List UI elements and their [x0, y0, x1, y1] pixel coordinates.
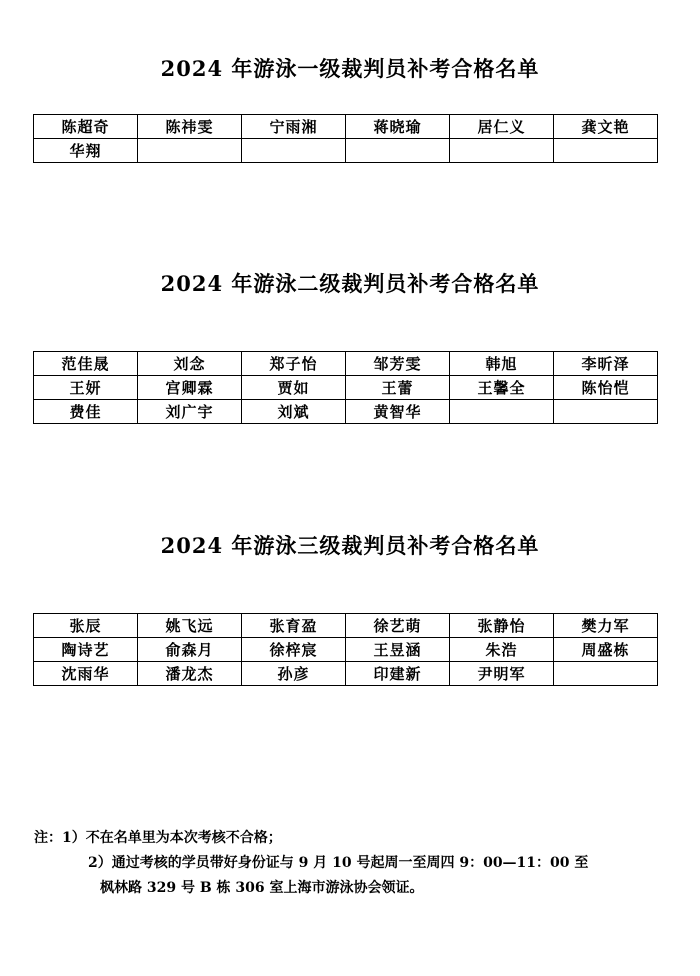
- name-cell: 张辰: [34, 614, 138, 638]
- name-cell: 王昱涵: [346, 638, 450, 662]
- name-cell: 贾如: [242, 376, 346, 400]
- name-cell: 宫卿霖: [138, 376, 242, 400]
- name-cell: [554, 400, 658, 424]
- name-cell: 王蕾: [346, 376, 450, 400]
- table-row: [34, 638, 658, 662]
- note-line-2: 2）通过考核的学员带好身份证与 9 月 10 号起周一至周四 9：00—11：00 至: [88, 855, 589, 871]
- name-cell: [138, 139, 242, 163]
- name-cell: 潘龙杰: [138, 662, 242, 686]
- name-cell: 陈怡恺: [554, 376, 658, 400]
- name-cell: [554, 662, 658, 686]
- name-cell: 宁雨湘: [242, 115, 346, 139]
- table-row: [34, 352, 658, 376]
- name-cell: 樊力军: [554, 614, 658, 638]
- name-cell: 徐梓宸: [242, 638, 346, 662]
- name-cell: 刘念: [138, 352, 242, 376]
- name-cell: 尹明军: [450, 662, 554, 686]
- name-cell: 邹芳雯: [346, 352, 450, 376]
- name-cell: [346, 139, 450, 163]
- table-row: [34, 614, 658, 638]
- name-cell: 韩旭: [450, 352, 554, 376]
- name-cell: [450, 139, 554, 163]
- table-row: [34, 376, 658, 400]
- name-cell: 刘斌: [242, 400, 346, 424]
- name-cell: 李昕泽: [554, 352, 658, 376]
- section-2-title: 2024 年游泳二级裁判员补考合格名单: [160, 271, 540, 296]
- table-row: [34, 139, 658, 163]
- section-1-table: [33, 114, 658, 163]
- name-cell: 朱浩: [450, 638, 554, 662]
- name-cell: 姚飞远: [138, 614, 242, 638]
- name-cell: [450, 400, 554, 424]
- name-cell: 华翔: [34, 139, 138, 163]
- name-cell: [554, 139, 658, 163]
- note-line-1: 注：1）不在名单里为本次考核不合格；: [34, 830, 282, 846]
- section-2-table: [33, 351, 658, 424]
- name-cell: 郑子怡: [242, 352, 346, 376]
- name-cell: 居仁义: [450, 115, 554, 139]
- name-cell: 孙彦: [242, 662, 346, 686]
- name-cell: 陈祎雯: [138, 115, 242, 139]
- name-cell: 陈超奇: [34, 115, 138, 139]
- section-3-title: 2024 年游泳三级裁判员补考合格名单: [160, 533, 540, 558]
- name-cell: 王妍: [34, 376, 138, 400]
- section-1-title: 2024 年游泳一级裁判员补考合格名单: [160, 56, 540, 81]
- section-3-table: [33, 613, 658, 686]
- name-cell: 陶诗艺: [34, 638, 138, 662]
- name-cell: 俞森月: [138, 638, 242, 662]
- name-cell: 范佳晟: [34, 352, 138, 376]
- name-cell: 黄智华: [346, 400, 450, 424]
- name-cell: 徐艺萌: [346, 614, 450, 638]
- notes: [34, 826, 664, 901]
- name-cell: 刘广宇: [138, 400, 242, 424]
- name-cell: 印建新: [346, 662, 450, 686]
- name-cell: 张静怡: [450, 614, 554, 638]
- name-cell: 费佳: [34, 400, 138, 424]
- note-line-3: 枫林路 329 号 B 栋 306 室上海市游泳协会领证。: [100, 880, 424, 896]
- name-cell: 龚文艳: [554, 115, 658, 139]
- table-row: [34, 400, 658, 424]
- name-cell: [242, 139, 346, 163]
- name-cell: 沈雨华: [34, 662, 138, 686]
- name-cell: 周盛栋: [554, 638, 658, 662]
- name-cell: 蒋晓瑜: [346, 115, 450, 139]
- name-cell: 王馨全: [450, 376, 554, 400]
- table-row: [34, 115, 658, 139]
- name-cell: 张育盈: [242, 614, 346, 638]
- table-row: [34, 662, 658, 686]
